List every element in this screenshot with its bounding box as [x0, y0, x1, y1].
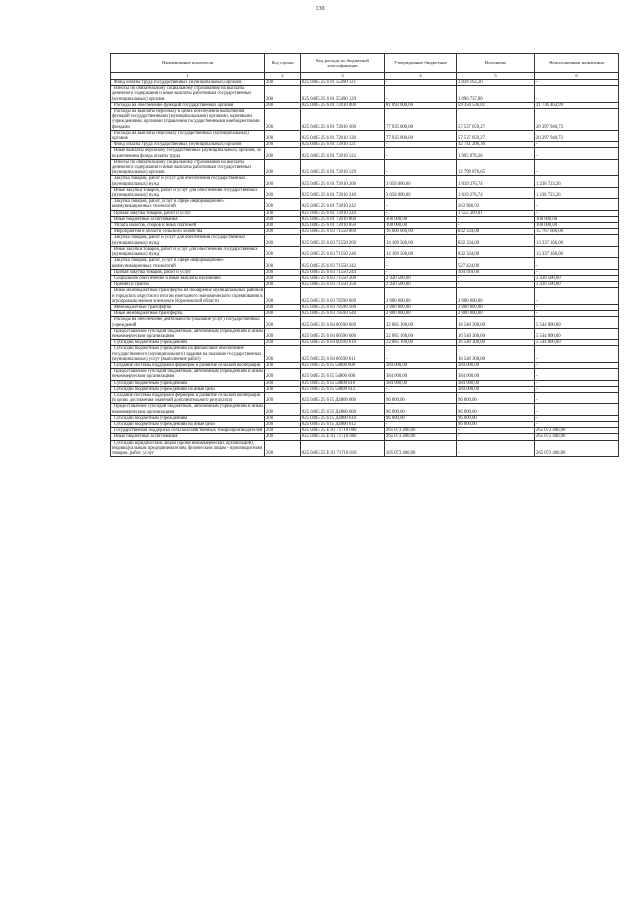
line-code-cell: 200 [265, 216, 301, 222]
table-row [111, 346, 619, 363]
unexecuted-amount-cell: - [535, 210, 619, 216]
indicator-name-cell: Мероприятия в области сельского хозяйства [111, 229, 265, 235]
line-code-cell: 200 [265, 328, 301, 339]
header-indicator-name: Наименование показателя [111, 54, 265, 73]
line-code-cell: 200 [265, 199, 301, 210]
indicator-name-cell: Прочая закупка товаров, работ и услуг [111, 210, 265, 216]
indicator-name-cell: Предоставление субсидий бюджетным, автономным учреждениям и иным некоммерческим организациям [112, 328, 263, 339]
executed-amount-cell: - [457, 223, 535, 229]
classification-code-cell: 825 0405 25 6 01 72010 242 [301, 199, 385, 210]
approved-amount-cell: - [385, 269, 457, 275]
executed-amount-cell: 1 555 309,81 [457, 210, 535, 216]
unexecuted-amount-cell: - [535, 258, 619, 269]
classification-code-cell: 825 0405 25 6 01 72010 129 [301, 159, 385, 176]
approved-amount-cell: 384 000,00 [385, 362, 457, 368]
approved-amount-cell: 384 000,00 [385, 380, 457, 386]
line-code-cell: 200 [265, 404, 301, 415]
approved-amount-cell: - [385, 199, 457, 210]
classification-code-cell: 825 0405 25 6 03 71550 350 [301, 282, 385, 288]
column-index: 5 [457, 73, 535, 80]
table-row [111, 328, 619, 339]
unexecuted-amount-cell: - [535, 386, 619, 392]
indicator-name-cell: Создание системы поддержки фермеров и развитие сельской кооперации (в целях достижения значений дополнительного результата) [111, 392, 265, 403]
classification-code-cell: 825 0405 25 6 04 00590 611 [301, 346, 385, 363]
approved-amount-cell: - [385, 86, 457, 103]
line-code-cell: 200 [265, 86, 301, 103]
unexecuted-amount-cell: 100 000,00 [535, 216, 619, 222]
approved-amount-cell: 100 000,00 [385, 216, 457, 222]
indicator-name-cell: Субсидии бюджетным учреждениям на иные цели [111, 386, 265, 392]
table-row [111, 369, 619, 380]
unexecuted-amount-cell: - [535, 288, 619, 305]
approved-amount-cell: 265 073 400,00 [385, 428, 457, 434]
unexecuted-amount-cell: - [535, 148, 619, 159]
unexecuted-amount-cell: 1 238 723,26 [535, 176, 619, 187]
indicator-name-cell: Расходы на обеспечение функций государственных органов [111, 102, 265, 108]
line-code-cell: 200 [265, 130, 301, 141]
classification-code-cell: 825 0405 25 6 03 71550 242 [301, 258, 385, 269]
table-row [111, 86, 619, 103]
line-code-cell: 200 [265, 80, 301, 86]
classification-code-cell: 825 0405 25 6 01 72010 100 [301, 109, 385, 131]
approved-amount-cell: 265 073 400,00 [385, 434, 457, 440]
classification-code-cell: 825 0405 25 6 01 72010 000 [301, 102, 385, 108]
indicator-name-cell: Межбюджетные трансферты [111, 304, 265, 310]
table-row [111, 130, 619, 141]
indicator-name-cell: Закупка товаров, работ, услуг в сфере информационно-коммуникационных технологий [111, 199, 265, 210]
executed-amount-cell: 2 000 000,00 [457, 311, 535, 317]
indicator-name-cell: Закупка товаров, работ, услуг в сфере информационно-коммуникационных технологий [111, 258, 265, 269]
executed-amount-cell: 832 334,00 [457, 235, 535, 246]
unexecuted-amount-cell: 265 073 400,00 [535, 434, 619, 440]
unexecuted-amount-cell: - [535, 80, 619, 86]
unexecuted-amount-cell: 20 397 940,73 [535, 109, 619, 131]
line-code-cell: 200 [265, 288, 301, 305]
line-code-cell: 200 [265, 223, 301, 229]
unexecuted-amount-cell: - [535, 311, 619, 317]
line-code-cell: 200 [265, 311, 301, 317]
column-index: 2 [265, 73, 301, 80]
unexecuted-amount-cell: - [535, 404, 619, 415]
indicator-name-cell: Создание системы поддержки фермеров и развитие сельской кооперации [111, 362, 265, 368]
indicator-name-cell: Государственная поддержка сельскохозяйственных товаропроизводителей [111, 428, 265, 434]
classification-code-cell: 825 0405 25 Е 01 71710 810 [301, 440, 385, 457]
indicator-name-cell: Иные бюджетные ассигнования [111, 434, 265, 440]
line-code-cell: 200 [265, 275, 301, 281]
classification-code-cell: 825 0405 25 6 03 78590 540 [301, 311, 385, 317]
line-code-cell: 200 [265, 392, 301, 403]
unexecuted-amount-cell: - [535, 269, 619, 275]
executed-amount-cell: 1 819 276,74 [457, 187, 535, 198]
executed-amount-cell: 42 741 206,36 [457, 142, 535, 148]
classification-code-cell: 825 0405 25 6 04 00590 600 [301, 328, 385, 339]
unexecuted-amount-cell: 13 337 166,00 [535, 246, 619, 257]
table-row [111, 246, 619, 257]
indicator-name-cell: Иные межбюджетные трансферты на поощрение муниципальных районов и городских округов по итогам ежегодного экономического соревнования в агропромышленном комплексе Воронежской области [112, 288, 263, 304]
approved-amount-cell: 384 000,00 [385, 369, 457, 380]
line-code-cell: 200 [265, 386, 301, 392]
classification-code-cell: 825 0405 25 6 I5 Д4800 610 [301, 415, 385, 421]
approved-amount-cell: - [385, 210, 457, 216]
classification-code-cell: 825 0405 25 Е 01 71710 800 [301, 434, 385, 440]
approved-amount-cell: 96 000,00 [385, 404, 457, 415]
classification-code-cell: 825 0405 25 6 I5 54800 000 [301, 362, 385, 368]
header-approved: Утвержденные бюджетные [385, 54, 457, 73]
indicator-name-cell: Закупка товаров, работ и услуг для обеспечения государственных (муниципальных) нужд [111, 176, 265, 187]
executed-amount-cell: - [457, 428, 535, 434]
classification-code-cell: 825 0405 25 6 01 72010 121 [301, 142, 385, 148]
unexecuted-amount-cell: - [535, 421, 619, 427]
header-unexecuted: Неисполненные назначения [535, 54, 619, 73]
page-number: 130 [315, 6, 325, 12]
classification-code-cell: 825 0405 25 6 01 72010 240 [301, 187, 385, 198]
indicator-name-cell: Субсидии бюджетным учреждениям [111, 415, 265, 421]
indicator-name-cell: Иные выплаты персоналу государственных (муниципальных) органов, за исключением фонда оплаты труда [111, 148, 265, 159]
indicator-name-cell: Расходы на выплаты персоналу в целях обеспечения выполнения функций государственными (муниципальными) органами, казенными учреждениями, органами управления государственными внебюджетными фондами [111, 109, 265, 131]
approved-amount-cell: - [385, 148, 457, 159]
indicator-name-cell: Иные закупки товаров, работ и услуг для обеспечения государственных (муниципальных) нужд [111, 246, 265, 257]
executed-amount-cell: 384 000,00 [457, 369, 535, 380]
approved-amount-cell: - [385, 159, 457, 176]
table-row [111, 440, 619, 457]
approved-amount-cell: 22 085 100,00 [385, 317, 457, 328]
approved-amount-cell: 265 073 400,00 [385, 440, 457, 457]
classification-code-cell: 825 0405 25 6 I5 Д4800 612 [301, 421, 385, 427]
unexecuted-amount-cell: - [535, 199, 619, 210]
classification-code-cell: 825 0405 25 6 01 72010 800 [301, 216, 385, 222]
indicator-name-cell: Субсидии бюджетным учреждениям на финансовое обеспечение государственного (муниципального) задания на оказание государственных (муниципальных) услуг (выполнение работ) [111, 346, 265, 363]
approved-amount-cell: 22 085 100,00 [385, 340, 457, 346]
classification-code-cell: 825 0405 25 6 I5 54800 612 [301, 386, 385, 392]
unexecuted-amount-cell: - [535, 380, 619, 386]
approved-amount-cell: 96 000,00 [385, 415, 457, 421]
classification-code-cell: 825 0405 25 6 I5 54800 600 [301, 369, 385, 380]
executed-amount-cell: 16 540 300,00 [457, 317, 535, 328]
line-code-cell: 200 [265, 210, 301, 216]
line-code-cell: 200 [265, 187, 301, 198]
line-code-cell: 200 [265, 346, 301, 363]
approved-amount-cell: 14 169 500,00 [385, 235, 457, 246]
classification-code-cell: 825 0405 25 6 03 71550 000 [301, 229, 385, 235]
unexecuted-amount-cell: - [535, 159, 619, 176]
indicator-name-cell: Закупка товаров, работ и услуг для обеспечения государственных (муниципальных) нужд [111, 235, 265, 246]
approved-amount-cell: - [385, 258, 457, 269]
classification-code-cell: 825 0405 25 6 01 55490 129 [301, 86, 385, 103]
indicator-name-cell: Предоставление субсидий бюджетным, автономным учреждениям и иным некоммерческим организациям [112, 369, 263, 380]
executed-amount-cell: 16 540 300,00 [457, 328, 535, 339]
unexecuted-amount-cell: 5 544 800,00 [535, 340, 619, 346]
column-index: 4 [385, 73, 457, 80]
header-classification-code: Код расхода по бюджетной классификации [301, 54, 385, 73]
line-code-cell: 200 [265, 421, 301, 427]
indicator-name-cell: Расходы на обеспечение деятельности (оказание услуг) государственных учреждений [111, 317, 265, 328]
indicator-name-cell: Фонд оплаты труда государственных (муниципальных) органов [111, 80, 265, 86]
line-code-cell: 200 [265, 109, 301, 131]
indicator-name-cell: Социальное обеспечение и иные выплаты населению [111, 275, 265, 281]
line-code-cell: 200 [265, 176, 301, 187]
executed-amount-cell: 2 000 000,00 [457, 304, 535, 310]
indicator-name-cell: Субсидии бюджетным учреждениям [111, 380, 265, 386]
column-index: 6 [535, 73, 619, 80]
unexecuted-amount-cell: - [535, 346, 619, 363]
approved-amount-cell: 16 600 000,00 [385, 229, 457, 235]
line-code-cell: 200 [265, 229, 301, 235]
executed-amount-cell: 304 910,00 [457, 269, 535, 275]
unexecuted-amount-cell: 2 430 500,00 [535, 282, 619, 288]
unexecuted-amount-cell: 15 767 666,00 [535, 229, 619, 235]
approved-amount-cell: 22 085 100,00 [385, 328, 457, 339]
executed-amount-cell: 1 819 276,74 [457, 176, 535, 187]
classification-code-cell: 825 0405 25 Е 01 71710 000 [301, 428, 385, 434]
table-index-row [111, 73, 619, 80]
indicator-name-cell: Предоставление субсидий бюджетным, автономным учреждениям и иным некоммерческим организациям [112, 404, 263, 415]
executed-amount-cell: 96 000,00 [457, 415, 535, 421]
line-code-cell: 200 [265, 380, 301, 386]
approved-amount-cell: 2 000 000,00 [385, 288, 457, 305]
unexecuted-amount-cell: 20 397 940,73 [535, 130, 619, 141]
table-row [111, 288, 619, 305]
executed-amount-cell: 59 356 536,01 [457, 102, 535, 108]
classification-code-cell: 825 0405 25 6 I5 Д4800 600 [301, 404, 385, 415]
classification-code-cell: 825 0405 25 6 01 72010 120 [301, 130, 385, 141]
line-code-cell: 200 [265, 102, 301, 108]
table-row [111, 199, 619, 210]
executed-amount-cell: 16 540 300,00 [457, 346, 535, 363]
table-row [111, 404, 619, 415]
classification-code-cell: 825 0405 25 6 01 55490 121 [301, 80, 385, 86]
line-code-cell: 200 [265, 415, 301, 421]
unexecuted-amount-cell: 265 073 400,00 [535, 428, 619, 434]
indicator-name-cell: Премии и гранты [111, 282, 265, 288]
indicator-name-cell: Субсидии юридическим лицам (кроме некоммерческих организаций), индивидуальным предпринимателям, физическим лицам - производителям товаров, работ, услуг [111, 440, 265, 457]
approved-amount-cell: 77 935 000,00 [385, 130, 457, 141]
executed-amount-cell: 96 000,00 [457, 392, 535, 403]
line-code-cell: 200 [265, 428, 301, 434]
classification-code-cell: 825 0405 25 6 03 71550 244 [301, 269, 385, 275]
classification-code-cell: 825 0405 25 6 04 00590 610 [301, 340, 385, 346]
executed-amount-cell: 3 839 162,20 [457, 80, 535, 86]
line-code-cell: 200 [265, 282, 301, 288]
classification-code-cell: 825 0405 25 6 01 72010 122 [301, 148, 385, 159]
approved-amount-cell: 2 000 000,00 [385, 311, 457, 317]
line-code-cell: 200 [265, 148, 301, 159]
executed-amount-cell: 384 000,00 [457, 386, 535, 392]
line-code-cell: 200 [265, 304, 301, 310]
classification-code-cell: 825 0405 25 6 03 71550 200 [301, 235, 385, 246]
executed-amount-cell: 384 000,00 [457, 362, 535, 368]
unexecuted-amount-cell: - [535, 392, 619, 403]
approved-amount-cell: 77 935 000,00 [385, 109, 457, 131]
executed-amount-cell: - [457, 434, 535, 440]
classification-code-cell: 825 0405 25 6 04 00590 000 [301, 317, 385, 328]
line-code-cell: 200 [265, 235, 301, 246]
table-row [111, 258, 619, 269]
indicator-name-cell: Уплата налогов, сборов и иных платежей [111, 223, 265, 229]
executed-amount-cell: 57 537 059,27 [457, 130, 535, 141]
unexecuted-amount-cell: - [535, 369, 619, 380]
line-code-cell: 200 [265, 362, 301, 368]
indicator-name-cell: Фонд оплаты труда государственных (муниципальных) органов [111, 142, 265, 148]
indicator-name-cell: Иные межбюджетные трансферты [111, 311, 265, 317]
unexecuted-amount-cell: 5 544 800,00 [535, 328, 619, 339]
executed-amount-cell: - [457, 282, 535, 288]
approved-amount-cell: 2 430 500,00 [385, 282, 457, 288]
classification-code-cell: 825 0405 25 6 01 72010 244 [301, 210, 385, 216]
executed-amount-cell: 1 995 976,26 [457, 148, 535, 159]
line-code-cell: 200 [265, 159, 301, 176]
executed-amount-cell: 832 334,00 [457, 246, 535, 257]
line-code-cell: 200 [265, 258, 301, 269]
executed-amount-cell: 2 000 000,00 [457, 288, 535, 305]
approved-amount-cell: 2 000 000,00 [385, 304, 457, 310]
approved-amount-cell: 2 430 500,00 [385, 275, 457, 281]
indicator-name-cell: Расходы на выплаты персоналу государственных (муниципальных) органов [111, 130, 265, 141]
line-code-cell: 200 [265, 440, 301, 457]
table-row [111, 109, 619, 131]
column-index: 1 [111, 73, 265, 80]
table-row [111, 148, 619, 159]
indicator-name-cell: Взносы по обязательному социальному страхованию на выплаты денежного содержания и иные выплаты работникам государственных (муниципальных) органов [111, 86, 265, 103]
indicator-name-cell: Взносы по обязательному социальному страхованию на выплаты денежного содержания и иные выплаты работникам государственных (муниципальных) органов [111, 159, 265, 176]
line-code-cell: 200 [265, 142, 301, 148]
executed-amount-cell: 832 334,00 [457, 229, 535, 235]
executed-amount-cell: 527 424,00 [457, 258, 535, 269]
executed-amount-cell: 1 096 737,80 [457, 86, 535, 103]
table-row [111, 392, 619, 403]
table-row [111, 159, 619, 176]
unexecuted-amount-cell: - [535, 415, 619, 421]
executed-amount-cell: - [457, 216, 535, 222]
classification-code-cell: 825 0405 25 6 03 78590 500 [301, 304, 385, 310]
executed-amount-cell: 57 537 059,27 [457, 109, 535, 131]
approved-amount-cell: - [385, 142, 457, 148]
table-row [111, 235, 619, 246]
executed-amount-cell: 263 966,93 [457, 199, 535, 210]
approved-amount-cell: 14 169 500,00 [385, 246, 457, 257]
column-index: 3 [301, 73, 385, 80]
classification-code-cell: 825 0405 25 6 03 71550 300 [301, 275, 385, 281]
unexecuted-amount-cell: - [535, 362, 619, 368]
unexecuted-amount-cell: 1 238 723,26 [535, 187, 619, 198]
header-line-code: Код строки [265, 54, 301, 73]
classification-code-cell: 825 0405 25 6 I5 Д4800 000 [301, 392, 385, 403]
executed-amount-cell: - [457, 275, 535, 281]
table-row [111, 317, 619, 328]
unexecuted-amount-cell: - [535, 142, 619, 148]
unexecuted-amount-cell: 265 073 400,00 [535, 440, 619, 457]
approved-amount-cell: 3 058 000,00 [385, 176, 457, 187]
indicator-name-cell: Прочая закупка товаров, работ и услуг [111, 269, 265, 275]
classification-code-cell: 825 0405 25 6 01 72010 850 [301, 223, 385, 229]
unexecuted-amount-cell: - [535, 86, 619, 103]
classification-code-cell: 825 0405 25 6 01 72010 200 [301, 176, 385, 187]
header-executed: Исполнено [457, 54, 535, 73]
unexecuted-amount-cell: - [535, 304, 619, 310]
line-code-cell: 200 [265, 317, 301, 328]
approved-amount-cell: 3 058 000,00 [385, 187, 457, 198]
table-row [111, 176, 619, 187]
executed-amount-cell: - [457, 440, 535, 457]
approved-amount-cell: - [385, 421, 457, 427]
approved-amount-cell: 96 000,00 [385, 392, 457, 403]
table-header-row [111, 54, 619, 73]
indicator-name-cell: Иные бюджетные ассигнования [111, 216, 265, 222]
unexecuted-amount-cell: 21 736 463,99 [535, 102, 619, 108]
indicator-name-cell: Иные закупки товаров, работ и услуг для обеспечения государственных (муниципальных) нужд [111, 187, 265, 198]
line-code-cell: 200 [265, 246, 301, 257]
approved-amount-cell: 81 093 000,00 [385, 102, 457, 108]
line-code-cell: 200 [265, 269, 301, 275]
unexecuted-amount-cell: 100 000,00 [535, 223, 619, 229]
unexecuted-amount-cell: 13 337 166,00 [535, 235, 619, 246]
unexecuted-amount-cell: 2 430 500,00 [535, 275, 619, 281]
line-code-cell: 200 [265, 369, 301, 380]
classification-code-cell: 825 0405 25 6 03 71550 240 [301, 246, 385, 257]
line-code-cell: 200 [265, 340, 301, 346]
approved-amount-cell: - [385, 80, 457, 86]
executed-amount-cell: 96 000,00 [457, 404, 535, 415]
executed-amount-cell: 96 000,00 [457, 421, 535, 427]
executed-amount-cell: 384 000,00 [457, 380, 535, 386]
table-row [111, 187, 619, 198]
approved-amount-cell: 100 000,00 [385, 223, 457, 229]
budget-execution-table [110, 53, 619, 457]
executed-amount-cell: 12 799 876,65 [457, 159, 535, 176]
table-body [111, 80, 619, 457]
classification-code-cell: 825 0405 25 6 I5 54800 610 [301, 380, 385, 386]
line-code-cell: 200 [265, 434, 301, 440]
approved-amount-cell: - [385, 386, 457, 392]
indicator-name-cell: Субсидии бюджетным учреждениям на иные цели [111, 421, 265, 427]
indicator-name-cell: Субсидии бюджетным учреждениям [111, 340, 265, 346]
executed-amount-cell: 16 540 300,00 [457, 340, 535, 346]
unexecuted-amount-cell: 5 544 800,00 [535, 317, 619, 328]
classification-code-cell: 825 0405 25 6 03 78590 000 [301, 288, 385, 305]
approved-amount-cell: - [385, 346, 457, 363]
